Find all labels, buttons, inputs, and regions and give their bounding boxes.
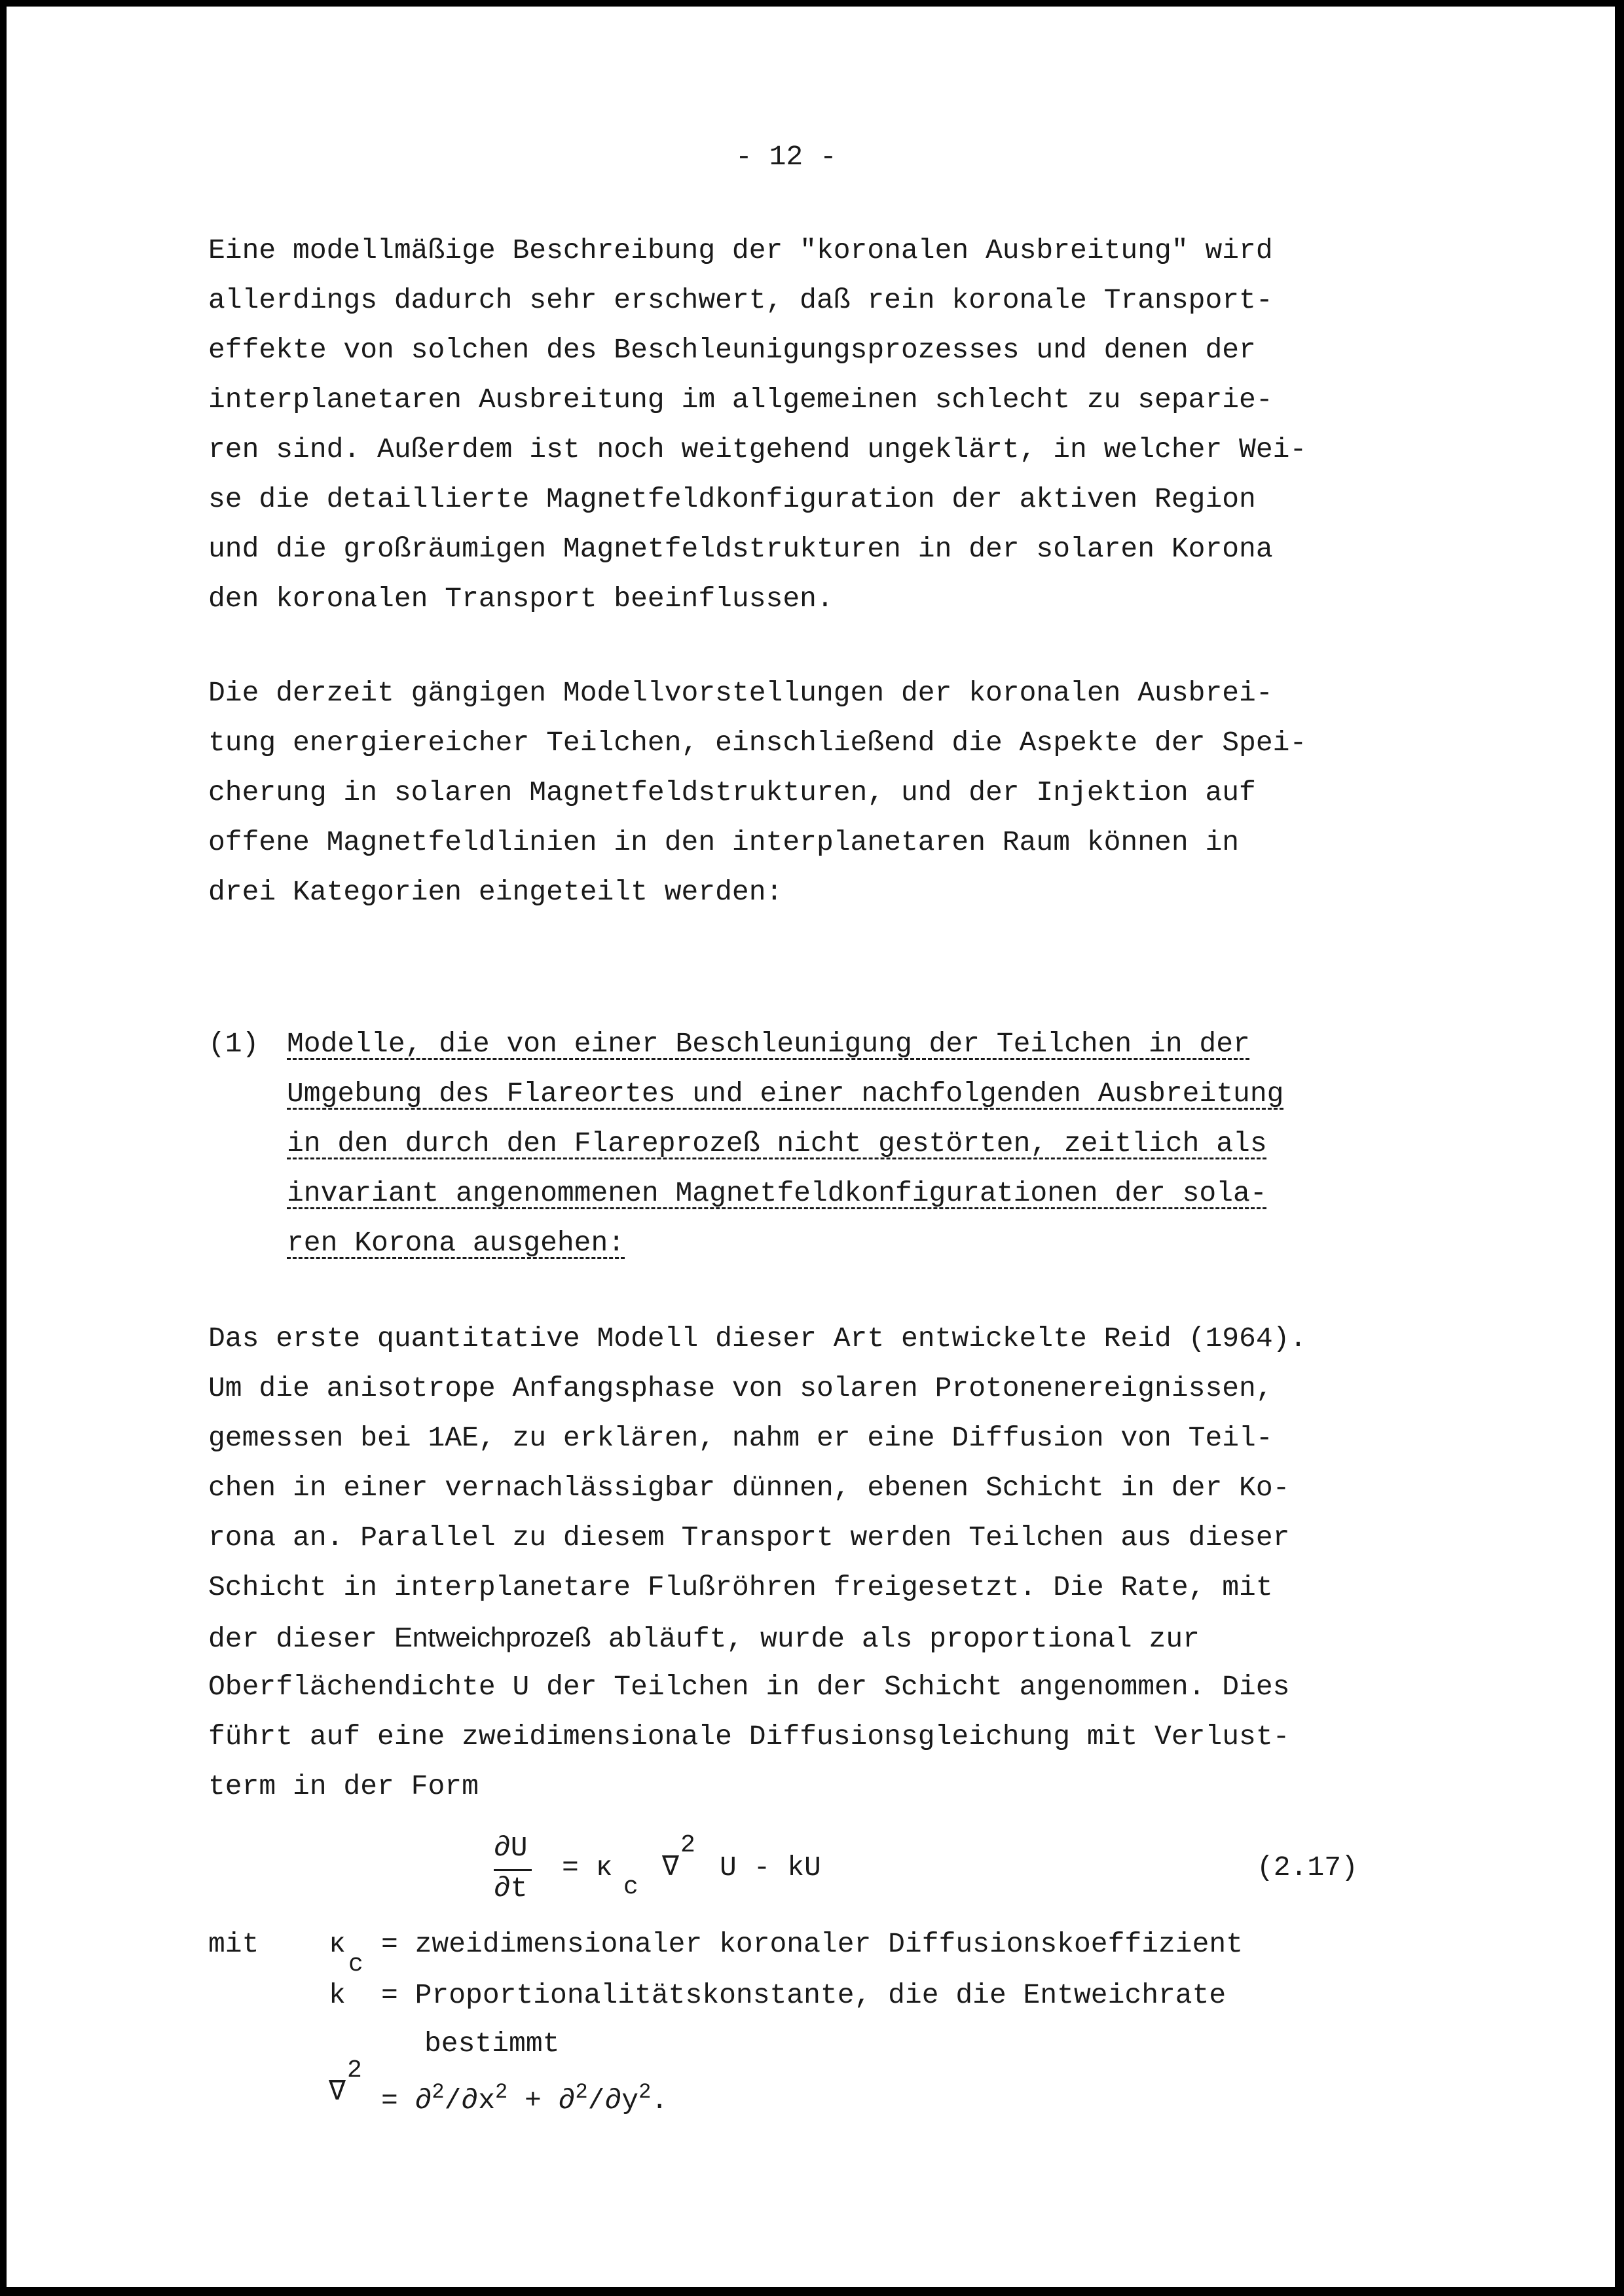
underlined-line: in den durch den Flareprozeß nicht gestörten, zeitlich als xyxy=(287,1127,1267,1159)
laplace-part: /∂y xyxy=(587,2085,639,2117)
text-line: allerdings dadurch sehr erschwert, daß rein koronale Transport- xyxy=(208,284,1273,316)
text-line: rona an. Parallel zu diesem Transport werden Teilchen aus dieser xyxy=(208,1522,1290,1554)
text-line xyxy=(208,1613,1200,1664)
text-line: ren sind. Außerdem ist noch weitgehend ungeklärt, in welcher Wei- xyxy=(208,433,1307,465)
text-line: interplanetaren Ausbreitung im allgemeinen schlecht zu separie- xyxy=(208,384,1273,416)
text-line: Die derzeit gängigen Modellvorstellungen der koronalen Ausbrei- xyxy=(208,677,1273,709)
def-nabla-eq xyxy=(381,2073,668,2121)
list-marker: (1) xyxy=(208,1028,259,1060)
text-line: führt auf eine zweidimensionale Diffusionsgleichung mit Verlust- xyxy=(208,1721,1290,1753)
text-line: term in der Form xyxy=(208,1770,479,1802)
underlined-line: Umgebung des Flareortes und einer nachfolgenden Ausbreitung xyxy=(287,1078,1284,1110)
laplace-part: + ∂ xyxy=(507,2085,576,2117)
underlined-line: Modelle, die von einer Beschleunigung der Teilchen in der xyxy=(287,1028,1250,1060)
fraction-bar xyxy=(494,1869,532,1871)
text-line: Schicht in interplanetare Flußröhren freigesetzt. Die Rate, mit xyxy=(208,1571,1273,1603)
text-segment: der dieser xyxy=(208,1623,394,1655)
text-line: offene Magnetfeldlinien in den interplanetaren Raum können in xyxy=(208,826,1240,858)
inserted-word: Entweichprozeß xyxy=(394,1622,591,1652)
text-line: drei Kategorien eingeteilt werden: xyxy=(208,876,783,908)
exponent: 2 xyxy=(495,2080,508,2104)
nabla-superscript: 2 xyxy=(680,1831,695,1859)
text-line: tung energiereicher Teilchen, einschließend die Aspekte der Spei- xyxy=(208,727,1307,759)
underlined-line: invariant angenommenen Magnetfeldkonfigurationen der sola- xyxy=(287,1177,1267,1209)
equation-denominator: ∂t xyxy=(494,1872,528,1904)
exponent: 2 xyxy=(432,2080,445,2104)
nabla-symbol: ∇ xyxy=(662,1851,679,1884)
text-line: cherung in solaren Magnetfeldstrukturen, und der Injektion auf xyxy=(208,776,1256,809)
equation-rhs: U - kU xyxy=(720,1851,821,1884)
def-nabla-superscript: 2 xyxy=(347,2056,362,2085)
text-segment: abläuft, wurde als proportional zur xyxy=(591,1623,1200,1655)
equation-number: (2.17) xyxy=(1257,1851,1358,1884)
laplace-part: /∂x xyxy=(444,2085,496,2117)
text-line: Um die anisotrope Anfangsphase von solaren Protonenereignissen, xyxy=(208,1372,1273,1404)
def-kappa-subscript: c xyxy=(348,1950,363,1978)
def-nabla-symbol: ∇ xyxy=(329,2076,346,2108)
text-line: den koronalen Transport beeinflussen. xyxy=(208,583,834,615)
equation-numerator: ∂U xyxy=(494,1832,528,1864)
text-line: effekte von solchen des Beschleunigungsprozesses und denen der xyxy=(208,334,1256,366)
text-line: gemessen bei 1AE, zu erklären, nahm er eine Diffusion von Teil- xyxy=(208,1422,1273,1454)
exponent: 2 xyxy=(638,2080,652,2104)
def-k-symbol: k xyxy=(329,1979,346,2011)
def-kappa-text: = zweidimensionaler koronaler Diffusionskoeffizient xyxy=(381,1928,1244,1960)
text-line: Das erste quantitative Modell dieser Art entwickelte Reid (1964). xyxy=(208,1322,1307,1355)
def-kappa-symbol: κ xyxy=(329,1928,346,1960)
text-line: Oberflächendichte U der Teilchen in der Schicht angenommen. Dies xyxy=(208,1671,1290,1703)
text-line: und die großräumigen Magnetfeldstrukturen in der solaren Korona xyxy=(208,533,1273,565)
mit-label: mit xyxy=(208,1928,259,1960)
exponent: 2 xyxy=(575,2080,588,2104)
text-line: Eine modellmäßige Beschreibung der "koronalen Ausbreitung" wird xyxy=(208,234,1273,266)
equation-equals-kappa: = κ xyxy=(562,1851,613,1884)
page-number: - 12 - xyxy=(735,141,837,173)
laplace-part: . xyxy=(651,2085,669,2117)
laplace-part: = ∂ xyxy=(381,2085,432,2117)
def-k-continuation: bestimmt xyxy=(424,2028,560,2060)
text-line: se die detaillierte Magnetfeldkonfiguration der aktiven Region xyxy=(208,483,1256,515)
kappa-subscript: c xyxy=(623,1873,638,1901)
text-line: chen in einer vernachlässigbar dünnen, ebenen Schicht in der Ko- xyxy=(208,1472,1290,1504)
def-k-text: = Proportionalitätskonstante, die die Entweichrate xyxy=(381,1979,1227,2011)
underlined-line: ren Korona ausgehen: xyxy=(287,1227,625,1259)
